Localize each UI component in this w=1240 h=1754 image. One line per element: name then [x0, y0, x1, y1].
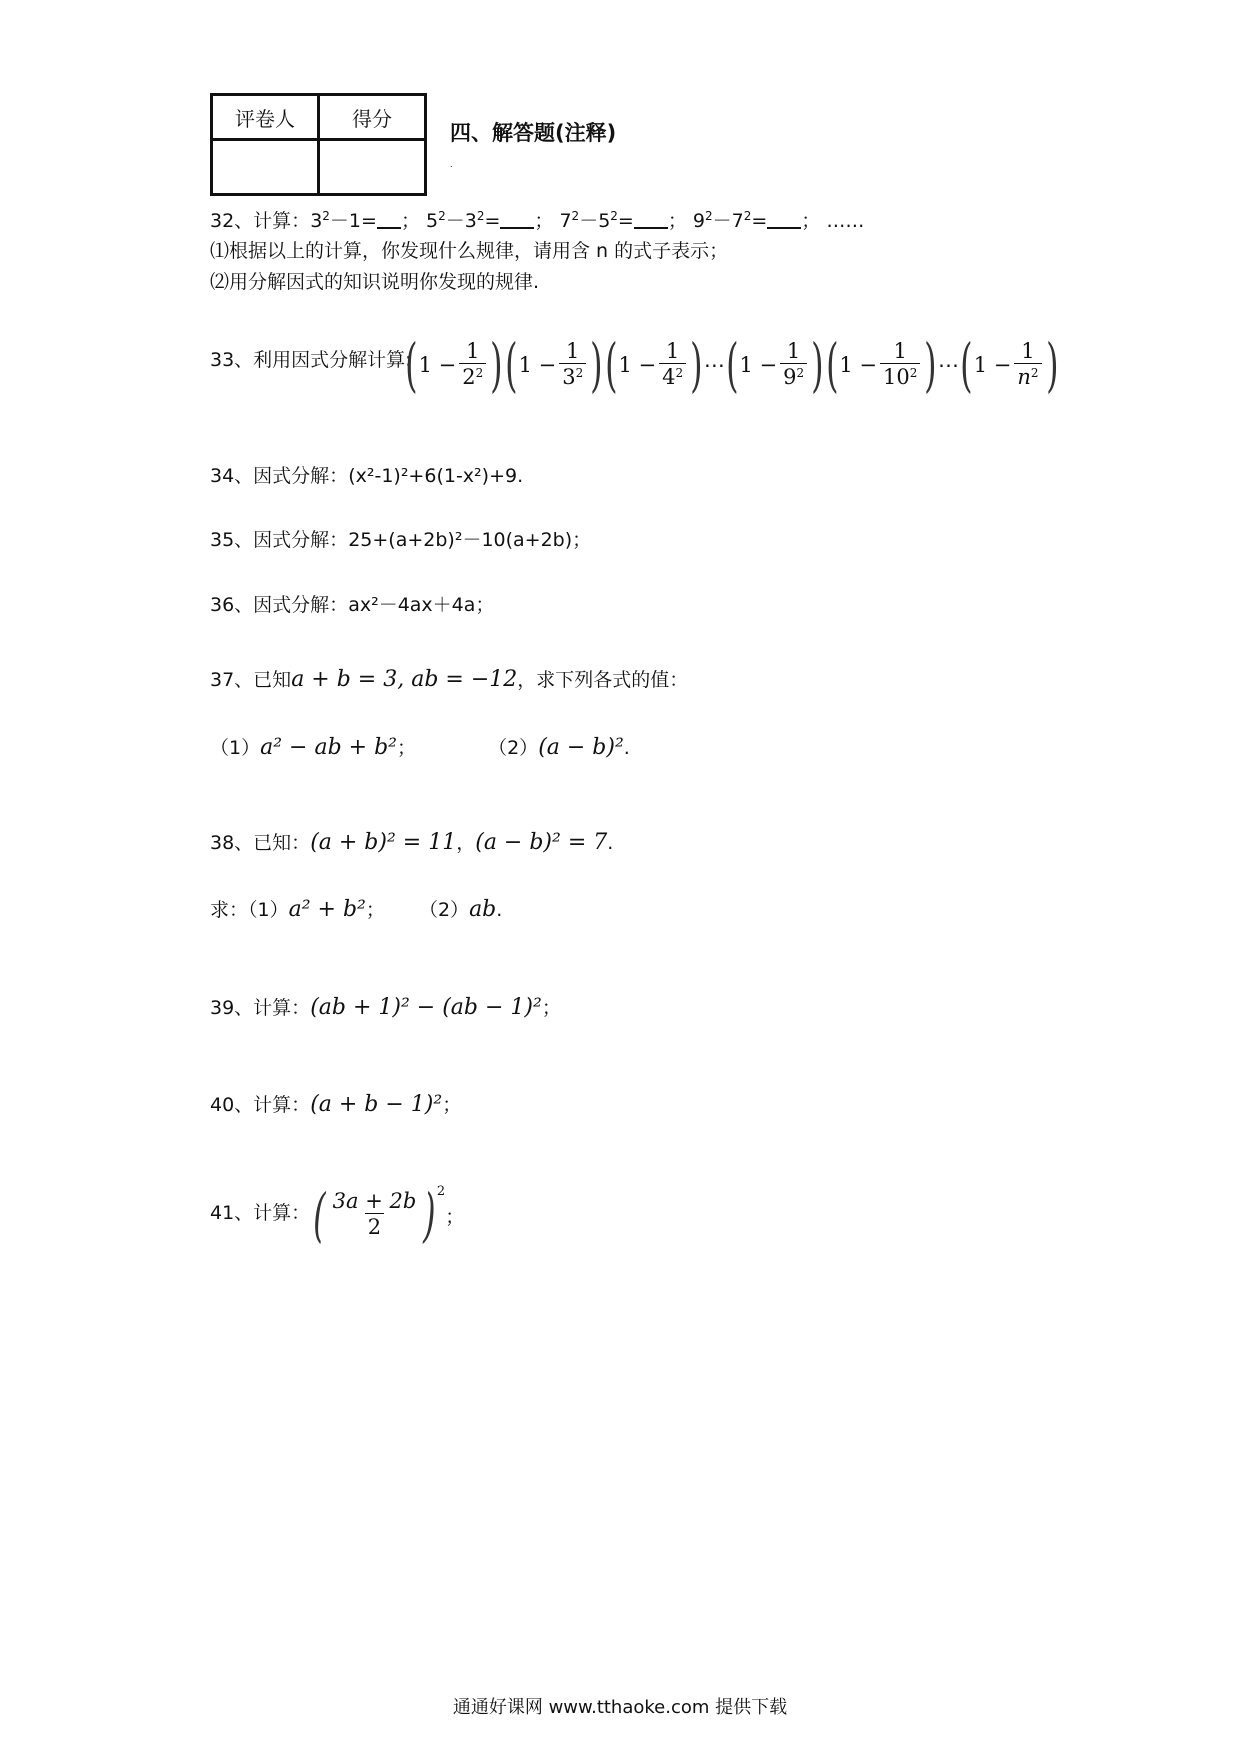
- reviewer-header: 评卷人: [212, 95, 319, 140]
- question-35: 35、因式分解：25+(a+2b)²－10(a+2b)；: [210, 529, 592, 551]
- question-33-product: ( 1 − $\frac{1}{2^2}$ ) ( 1 − $\frac{1}{3^2}$ ) ( 1 − $\frac{1}{4^2}$ ) ⋯ ( 1 − $\frac{1}{9^2}$ ) ( 1 − $\frac{1}{10^2}$ ) ⋯ ( 1 − $\frac{1}{n^2}$ ): [405, 331, 1059, 399]
- question-40: 40、计算：(a + b − 1)²；: [210, 1092, 462, 1117]
- question-34: 34、因式分解：(x²-1)²+6(1-x²)+9.: [210, 465, 524, 487]
- question-33-label: 33、利用因式分解计算:: [210, 349, 412, 371]
- stray-dot: .: [450, 160, 453, 169]
- question-41-label: 41、计算：: [210, 1202, 311, 1224]
- question-36: 36、因式分解：ax²－4ax＋4a；: [210, 594, 495, 616]
- question-32-part1: ⑴根据以上的计算，你发现什么规律，请用含 n 的式子表示；: [210, 240, 729, 262]
- question-37-parts: （1）a² − ab + b²； （2）(a − b)².: [210, 735, 630, 760]
- score-header: 得分: [319, 95, 426, 140]
- section-title: 四、解答题(注释): [450, 121, 617, 145]
- question-39: 39、计算：(ab + 1)² − (ab − 1)²；: [210, 995, 561, 1020]
- question-41-expr: ( $\frac{3a + 2b}{2}$ ) 2 ；: [313, 1181, 465, 1249]
- score-cell: [319, 140, 426, 195]
- question-32-part2: ⑵用分解因式的知识说明你发现的规律.: [210, 271, 540, 293]
- reviewer-cell: [212, 140, 319, 195]
- score-table: [210, 93, 427, 196]
- question-38: 38、已知：(a + b)² = 11，(a − b)² = 7.: [210, 830, 614, 855]
- page-footer: 通通好课网 www.tthaoke.com 提供下载: [452, 1697, 788, 1718]
- question-32: 32、计算：$3^2-1=$ ； $5^2-3^2=$ ； $7^2-5^2=$ ； $9^2-7^2=$ ； ……: [210, 209, 865, 232]
- question-38-parts: 求：（1）a² + b²； （2）ab.: [210, 897, 503, 922]
- question-37: 37、已知a + b = 3, ab = −12，求下列各式的值：: [210, 667, 689, 692]
